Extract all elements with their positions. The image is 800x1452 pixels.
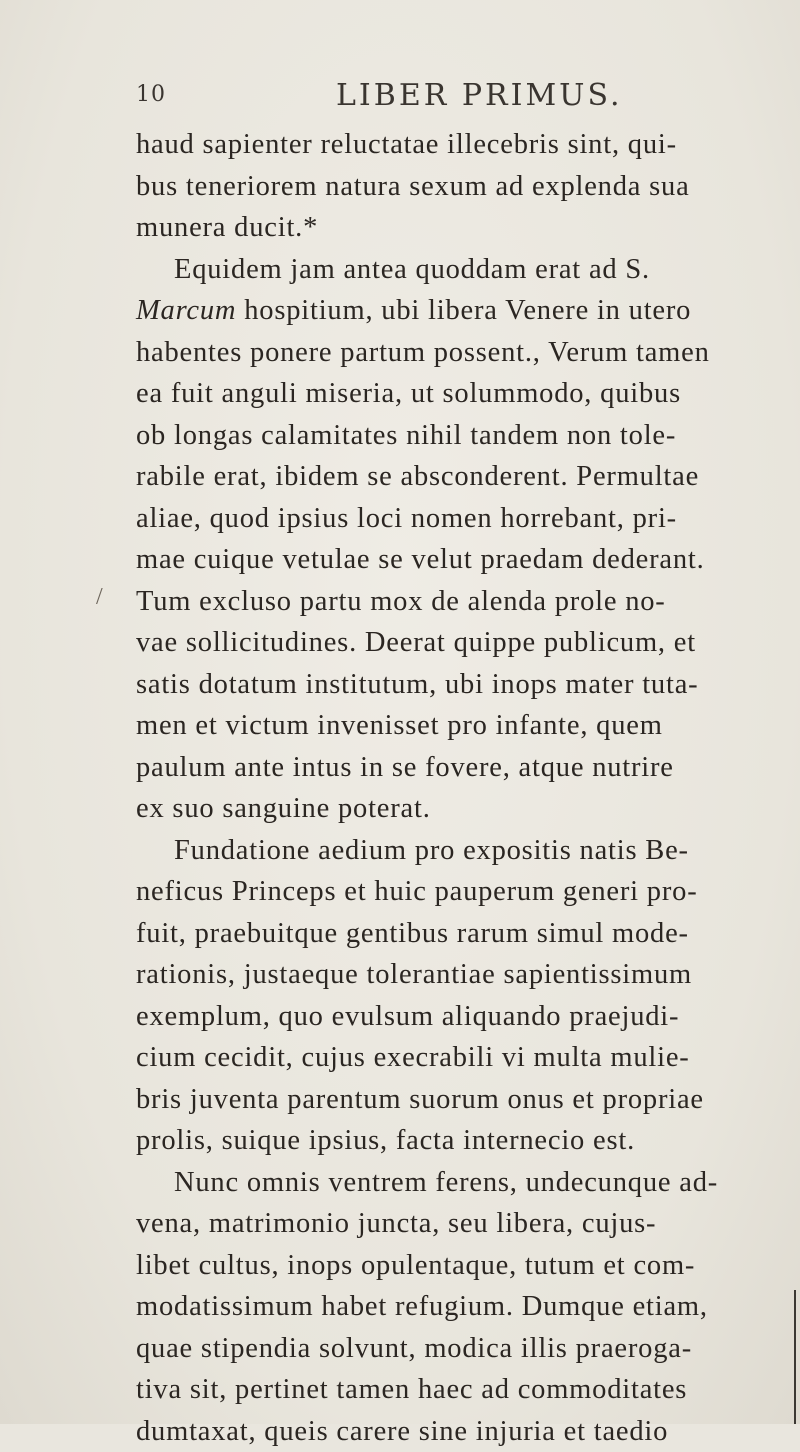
text-line: exemplum, quo evulsum aliquando praejudi- [136, 996, 716, 1038]
text-line-rest: hospitium, ubi libera Venere in utero [236, 295, 691, 326]
text-line: tiva sit, pertinet tamen haec ad commoditates [136, 1369, 716, 1411]
text-line: satis dotatum institutum, ubi inops mater tuta- [136, 664, 716, 706]
running-title: LIBER PRIMUS. [336, 78, 623, 113]
text-line: libet cultus, inops opulentaque, tutum et com- [136, 1245, 716, 1287]
text-line: munera ducit.* [136, 207, 716, 249]
text-line: habentes ponere partum possent., Verum tamen [136, 332, 716, 374]
text-line: bris juventa parentum suorum onus et propriae [136, 1079, 716, 1121]
text-line: vae sollicitudines. Deerat quippe publicum, et [136, 622, 716, 664]
text-line: rationis, justaeque tolerantiae sapientissimum [136, 954, 716, 996]
page-header [136, 82, 696, 118]
italic-name: Marcum [136, 295, 236, 326]
text-line: haud sapienter reluctatae illecebris sint, qui- [136, 124, 716, 166]
page-number: 10 [136, 82, 166, 107]
text-line: ea fuit anguli miseria, ut solummodo, quibus [136, 373, 716, 415]
text-line: ob longas calamitates nihil tandem non tole- [136, 415, 716, 457]
margin-slash-mark: / [96, 584, 103, 611]
text-line-italic-name [136, 290, 716, 332]
text-line: neficus Princeps et huic pauperum generi pro- [136, 871, 716, 913]
paragraph-start-line: Equidem jam antea quoddam erat ad S. [136, 249, 716, 291]
text-line: Tum excluso partu mox de alenda prole no- [136, 581, 716, 623]
body-text [136, 124, 716, 1452]
text-line: men et victum invenisset pro infante, quem [136, 705, 716, 747]
text-line: cium cecidit, cujus execrabili vi multa mulie- [136, 1037, 716, 1079]
text-line: aliae, quod ipsius loci nomen horrebant, pri- [136, 498, 716, 540]
text-line: modatissimum habet refugium. Dumque etiam, [136, 1286, 716, 1328]
page-edge-line [794, 1290, 796, 1424]
text-line: quae stipendia solvunt, modica illis praeroga- [136, 1328, 716, 1370]
text-line: fuit, praebuitque gentibus rarum simul mode- [136, 913, 716, 955]
text-line: ex suo sanguine poterat. [136, 788, 716, 830]
paragraph-start-line: Nunc omnis ventrem ferens, undecunque ad- [136, 1162, 716, 1204]
text-line: prolis, suique ipsius, facta internecio est. [136, 1120, 716, 1162]
text-line: bus teneriorem natura sexum ad explenda sua [136, 166, 716, 208]
text-line: dumtaxat, queis carere sine injuria et taedio [136, 1411, 716, 1452]
text-line: mae cuique vetulae se velut praedam dederant. [136, 539, 716, 581]
text-line: vena, matrimonio juncta, seu libera, cujus- [136, 1203, 716, 1245]
text-line: paulum ante intus in se fovere, atque nutrire [136, 747, 716, 789]
paragraph-start-line: Fundatione aedium pro expositis natis Be- [136, 830, 716, 872]
text-line: rabile erat, ibidem se absconderent. Permultae [136, 456, 716, 498]
